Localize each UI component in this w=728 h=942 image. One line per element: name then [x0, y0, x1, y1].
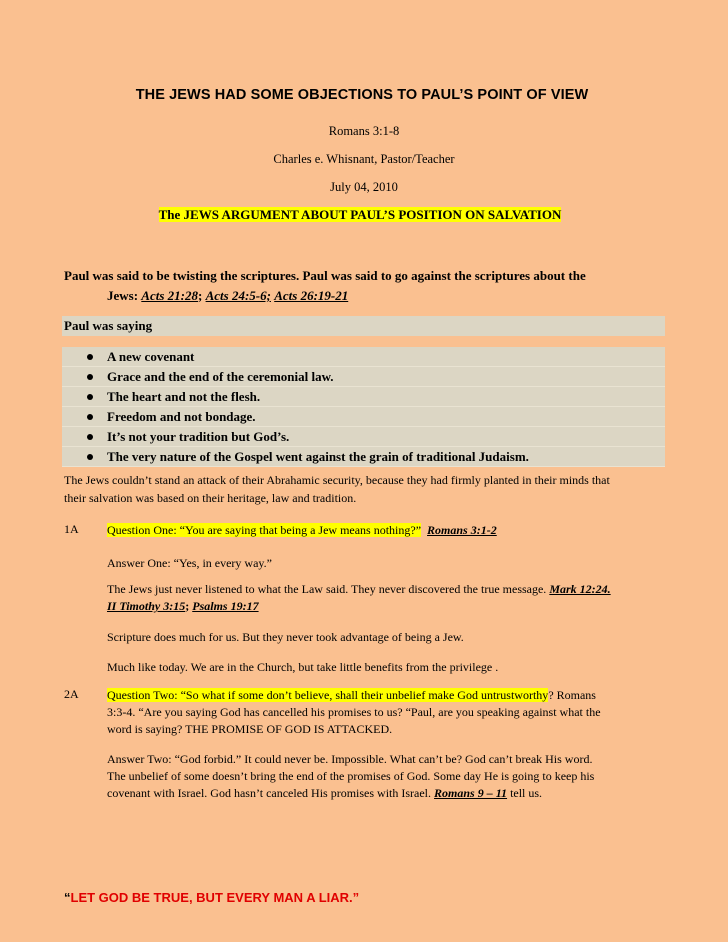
document-title: THE JEWS HAD SOME OBJECTIONS TO PAUL’S POINT OF VIEW [135, 87, 589, 103]
ref-acts-21-28[interactable]: Acts 21:28 [141, 288, 198, 303]
ref-mark-12-24[interactable]: Mark 12:24. [549, 582, 611, 596]
q1-question: Question One: “You are saying that being a Jew means nothing?” [107, 523, 422, 537]
intro-paragraph [64, 266, 664, 306]
ref-psalms-19-17[interactable]: Psalms 19:17 [192, 599, 259, 613]
bullet-list [62, 347, 665, 467]
bullet-icon [87, 414, 93, 420]
q1-paragraph-3: Much like today. We are in the Church, but take little benefits from the privilege . [107, 660, 499, 674]
ref-romans-9-11[interactable]: Romans 9 – 11 [434, 786, 508, 800]
list-item: A new covenant [62, 347, 665, 367]
ref-ii-timothy-3-15[interactable]: II Timothy 3:15 [107, 599, 186, 613]
paul-saying-bar [62, 316, 665, 336]
section-subtitle: The JEWS ARGUMENT ABOUT PAUL’S POSITION ON SALVATION [158, 207, 562, 222]
q1-answer: Answer One: “Yes, in every way.” [107, 556, 272, 570]
q1-paragraph-1: The Jews just never listened to what the Law said. They never discovered the true message. Mark 12:24. II Timothy 3:15; Psalms 19:17 [107, 582, 611, 613]
paul-saying-heading: Paul was saying [64, 318, 153, 333]
q2-answer-block: Answer Two: “God forbid.” It could never be. Impossible. What can’t be? God can’t break His word. The unbelief of some doesn’t bring the end of the promises of God. Some day He is going to keep his covenant with Israel. God hasn’t canceled His promises with Israel. Romans 9 – 11 tell us. [107, 752, 595, 800]
closing-quote: “LET GOD BE TRUE, BUT EVERY MAN A LIAR.” [64, 890, 360, 905]
bullet-icon [87, 454, 93, 460]
list-item: Freedom and not bondage. [62, 407, 665, 427]
bullet-icon [87, 354, 93, 360]
q1-paragraph-2: Scripture does much for us. But they never took advantage of being a Jew. [107, 630, 464, 644]
list-item: It’s not your tradition but God’s. [62, 427, 665, 447]
intro-line-2: Jews: Acts 21:28; Acts 24:5-6; Acts 26:19-21 [107, 288, 349, 303]
list-item: The heart and not the flesh. [62, 387, 665, 407]
ref-acts-24-5-6[interactable]: Acts 24:5-6; [205, 288, 271, 303]
list-item: The very nature of the Gospel went against the grain of traditional Judaism. [62, 447, 665, 467]
intro-line-1: Paul was said to be twisting the scriptures. Paul was said to go against the scriptures about the [64, 268, 586, 283]
q2-question: Question Two: “So what if some don’t believe, shall their unbelief make God untrustworthy [107, 688, 549, 702]
q2-question-block: Question Two: “So what if some don’t believe, shall their unbelief make God untrustworthy? Romans 3:3-4. “Are you saying God has cancelled his promises to us? “Paul, are you speaking against what the word is saying? THE PROMISE OF GOD IS ATTACKED. [107, 688, 601, 736]
q1-label: 1A [64, 522, 79, 536]
q1-question-line [107, 522, 667, 539]
date-line: July 04, 2010 [330, 180, 398, 194]
list-item: Grace and the end of the ceremonial law. [62, 367, 665, 387]
ref-romans-3-1-2[interactable]: Romans 3:1-2 [427, 523, 497, 537]
bullet-icon [87, 394, 93, 400]
ref-acts-26-19-21[interactable]: Acts 26:19-21 [274, 288, 349, 303]
bullet-icon [87, 374, 93, 380]
bullet-icon [87, 434, 93, 440]
scripture-reference: Romans 3:1-8 [328, 124, 400, 138]
q2-label: 2A [64, 687, 79, 701]
jews-paragraph: The Jews couldn’t stand an attack of their Abrahamic security, because they had firmly planted in their minds that their salvation was based on their heritage, law and tradition. [64, 473, 610, 505]
author-line: Charles e. Whisnant, Pastor/Teacher [273, 152, 455, 166]
